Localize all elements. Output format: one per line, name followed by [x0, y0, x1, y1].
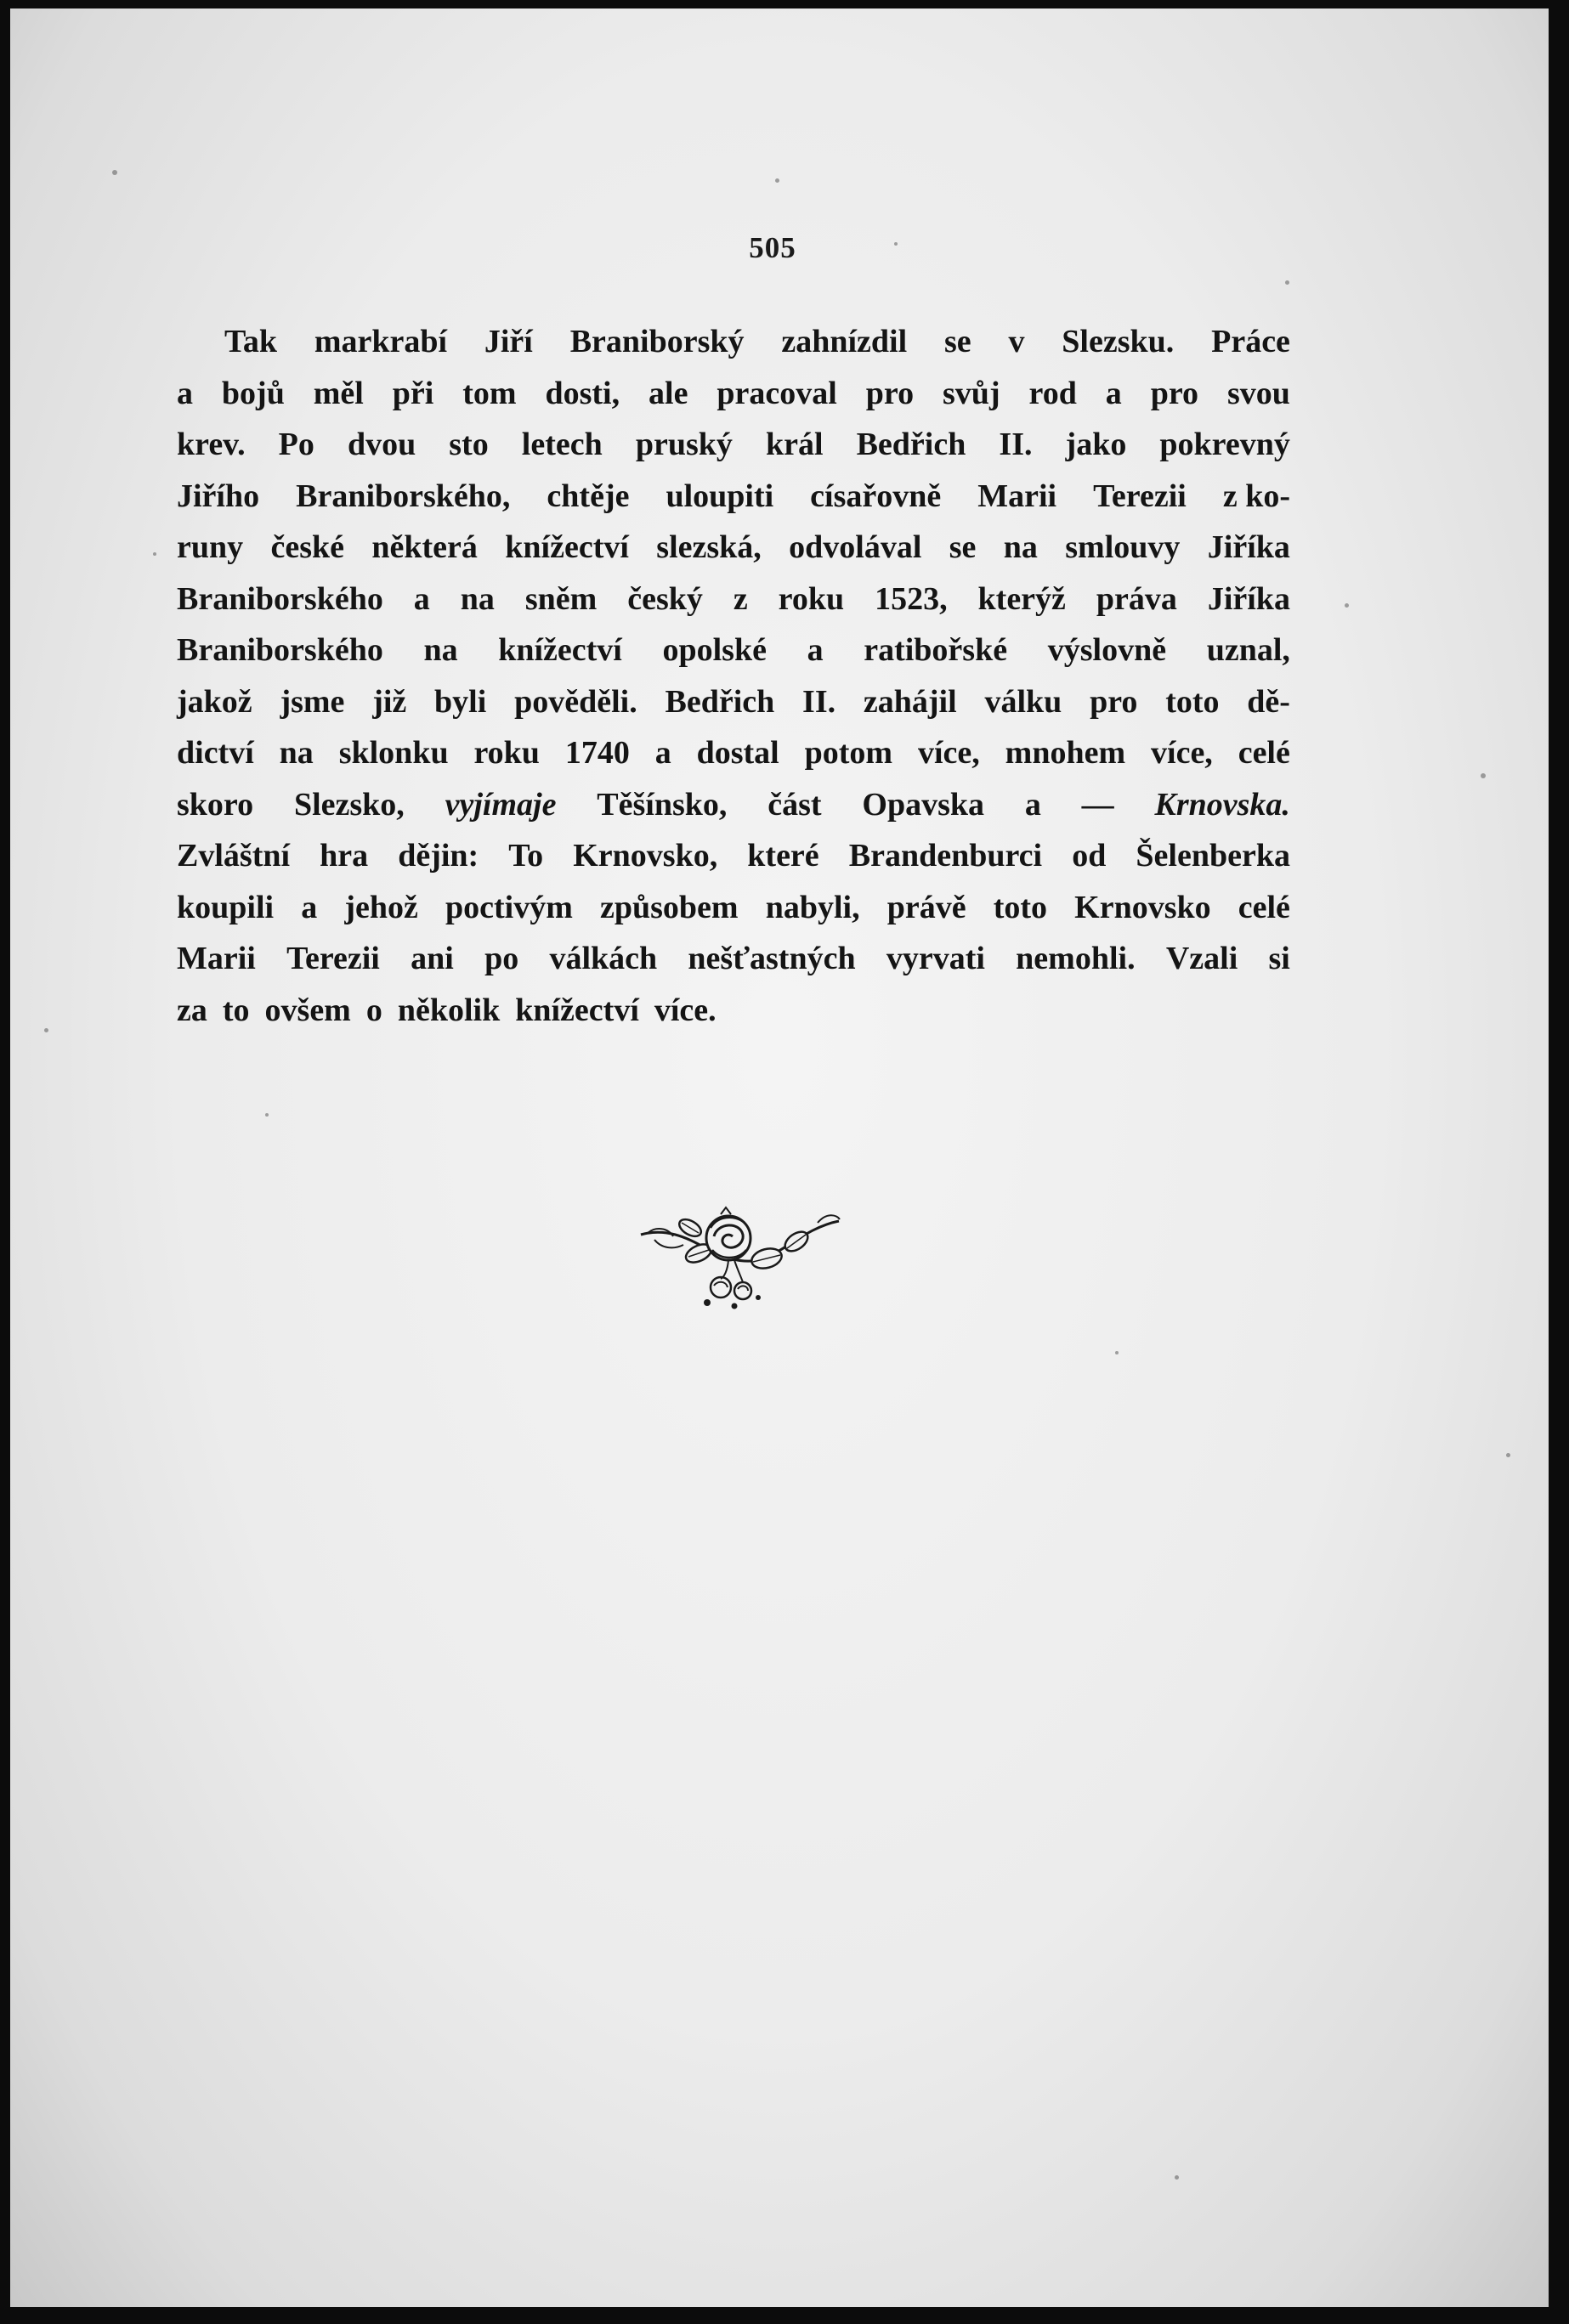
word: nabyli,: [765, 889, 860, 925]
word: Jiříka: [1207, 529, 1290, 565]
word: dostal: [696, 735, 779, 771]
word: poctivým: [445, 889, 573, 925]
word: mnohem: [1005, 735, 1126, 771]
word: sněm: [524, 580, 598, 617]
word: si: [1268, 941, 1290, 976]
word: Jiřího: [177, 478, 260, 514]
scan-speck: [1115, 1351, 1119, 1354]
word: a: [177, 375, 193, 411]
scan-speck: [775, 178, 779, 183]
word: nemohli.: [1016, 941, 1136, 976]
word: smlouvy: [1065, 529, 1181, 565]
word: pro: [1090, 683, 1138, 720]
word: nešťastných: [688, 941, 856, 976]
word: to: [222, 992, 250, 1028]
word: práva: [1096, 580, 1177, 617]
word: český: [627, 580, 703, 617]
word: pověděli.: [514, 683, 637, 720]
word: toto: [1165, 683, 1220, 720]
word: uloupiti: [666, 478, 774, 514]
word: Jiří: [484, 324, 533, 359]
word: kterýž: [977, 580, 1066, 617]
word: ratibořské: [864, 632, 1008, 668]
word: několik: [397, 992, 501, 1028]
word: válkách: [549, 941, 658, 976]
word: 1523,: [875, 580, 948, 617]
scanned-page: [10, 8, 1549, 2307]
word: Vzali: [1165, 941, 1238, 976]
word: více.: [654, 992, 717, 1028]
word: císařovně: [810, 478, 942, 514]
scan-speck: [44, 1028, 48, 1032]
word: za: [177, 992, 207, 1028]
scan-speck: [1285, 280, 1289, 285]
word: krev.: [177, 427, 246, 462]
text-line: [177, 368, 1290, 420]
word: potom: [804, 735, 893, 771]
word: ale: [649, 375, 688, 411]
word: letech: [521, 427, 603, 462]
scan-speck: [265, 1113, 269, 1117]
word: knížectví: [505, 529, 629, 565]
word: tom: [462, 375, 517, 411]
word: Braniborského: [177, 632, 383, 668]
word: svou: [1226, 375, 1290, 411]
word: pro: [865, 375, 915, 411]
scan-speck: [112, 170, 117, 175]
word: Braniborský: [569, 324, 745, 359]
word: zahnízdil: [781, 324, 908, 359]
word: Terezii: [286, 941, 380, 976]
word: zahájil: [863, 683, 957, 720]
word: způsobem: [599, 889, 739, 925]
word: koupili: [177, 889, 275, 925]
word: byli: [434, 683, 487, 720]
word: toto: [993, 889, 1048, 925]
text-line: [177, 522, 1290, 574]
word: válku: [984, 683, 1062, 720]
word: na: [460, 580, 495, 617]
word: se: [949, 529, 977, 565]
word: o: [365, 992, 382, 1028]
word: ovšem: [264, 992, 351, 1028]
word: roku: [473, 735, 540, 771]
word: rod: [1028, 375, 1077, 411]
word: výslovně: [1047, 632, 1167, 668]
word: knížectví: [515, 992, 639, 1028]
word: roku: [778, 580, 845, 617]
word: hra: [320, 838, 369, 874]
word: na: [279, 735, 314, 771]
text-line: [177, 316, 1290, 368]
word: To: [508, 838, 544, 874]
text-line: [177, 574, 1290, 625]
word: Po: [278, 427, 314, 462]
word: na: [423, 632, 458, 668]
word: král: [765, 427, 824, 462]
word: svůj: [943, 375, 1000, 411]
word: Brandenburci: [848, 838, 1043, 874]
word: uznal,: [1206, 632, 1290, 668]
word: jsme: [280, 683, 345, 720]
scan-speck: [1481, 773, 1486, 778]
word: Slezsko,: [293, 786, 405, 823]
word: Práce: [1211, 324, 1290, 359]
word: sto: [449, 427, 489, 462]
text-line: [177, 985, 1290, 1037]
word: Marii: [177, 941, 256, 976]
word: na: [1003, 529, 1038, 565]
word: Tak: [224, 324, 277, 359]
word: Krnovska.: [1154, 786, 1290, 823]
word: markrabí: [314, 324, 448, 359]
word: Bedřich: [665, 683, 775, 720]
word: část: [768, 786, 822, 823]
word: dvou: [347, 427, 416, 462]
word: a: [1024, 786, 1041, 823]
word: jako: [1065, 427, 1127, 462]
word: Braniborského: [177, 580, 383, 617]
word: a: [807, 632, 824, 668]
word: chtěje: [547, 478, 630, 514]
word: pokrevný: [1159, 427, 1290, 462]
word: jehož: [344, 889, 418, 925]
word: Jiříka: [1207, 580, 1290, 617]
text-line: [177, 830, 1290, 882]
word: pracoval: [717, 375, 837, 411]
word: II.: [802, 683, 836, 720]
word: celé: [1238, 735, 1290, 771]
word: se: [943, 324, 971, 359]
word: dějin:: [398, 838, 479, 874]
word: skoro: [177, 786, 254, 823]
word: a: [301, 889, 318, 925]
word: které: [747, 838, 819, 874]
body-paragraph: [177, 316, 1290, 1036]
word: —: [1081, 786, 1114, 823]
rose-vignette-icon: [639, 1202, 843, 1313]
word: knížectví: [498, 632, 622, 668]
word: Slezsku.: [1062, 324, 1175, 359]
word: bojů: [221, 375, 285, 411]
word: vyjímaje: [445, 786, 557, 823]
word: Bedřich: [856, 427, 966, 462]
scan-speck: [1345, 603, 1349, 608]
text-line: [177, 727, 1290, 779]
word: po: [484, 941, 519, 976]
scan-speck: [1175, 2175, 1179, 2180]
text-line: [177, 933, 1290, 985]
word: Terezii: [1093, 478, 1187, 514]
word: celé: [1238, 889, 1290, 925]
scan-speck: [153, 552, 156, 556]
word: některá: [371, 529, 478, 565]
word: a: [1105, 375, 1122, 411]
word: právě: [886, 889, 966, 925]
word: z: [733, 580, 748, 617]
text-line: [177, 676, 1290, 728]
word: již: [372, 683, 407, 720]
word: dě-: [1247, 683, 1290, 720]
word: při: [392, 375, 434, 411]
word: opolské: [662, 632, 767, 668]
word: slezská,: [656, 529, 762, 565]
word: Marii: [977, 478, 1057, 514]
word: 1740: [564, 735, 630, 771]
text-line: [177, 419, 1290, 471]
word: pro: [1150, 375, 1199, 411]
word: Šelenberka: [1136, 838, 1290, 874]
word: a: [654, 735, 671, 771]
scan-speck: [1506, 1453, 1510, 1457]
word: runy: [177, 529, 244, 565]
text-line: [177, 625, 1290, 676]
word: vyrvati: [886, 941, 985, 976]
word: z ko-: [1222, 478, 1290, 514]
word: a: [413, 580, 430, 617]
word: od: [1072, 838, 1107, 874]
word: Krnovsko: [1074, 889, 1211, 925]
text-line: [177, 471, 1290, 523]
word: Opavska: [862, 786, 985, 823]
word: jakož: [177, 683, 252, 720]
word: II.: [999, 427, 1033, 462]
word: měl: [313, 375, 364, 411]
word: v: [1008, 324, 1025, 359]
word: ani: [411, 941, 454, 976]
page-number: 505: [749, 231, 796, 264]
word: dosti,: [545, 375, 620, 411]
word: Těšínsko,: [597, 786, 728, 823]
word: Zvláštní: [177, 838, 291, 874]
text-line: [177, 779, 1290, 831]
word: české: [270, 529, 345, 565]
word: Braniborského,: [296, 478, 511, 514]
word: více,: [917, 735, 980, 771]
word: sklonku: [338, 735, 449, 771]
word: Krnovsko,: [573, 838, 718, 874]
text-line: [177, 882, 1290, 934]
word: pruský: [635, 427, 733, 462]
word: odvolával: [789, 529, 922, 565]
word: více,: [1151, 735, 1213, 771]
word: dictví: [177, 735, 254, 771]
